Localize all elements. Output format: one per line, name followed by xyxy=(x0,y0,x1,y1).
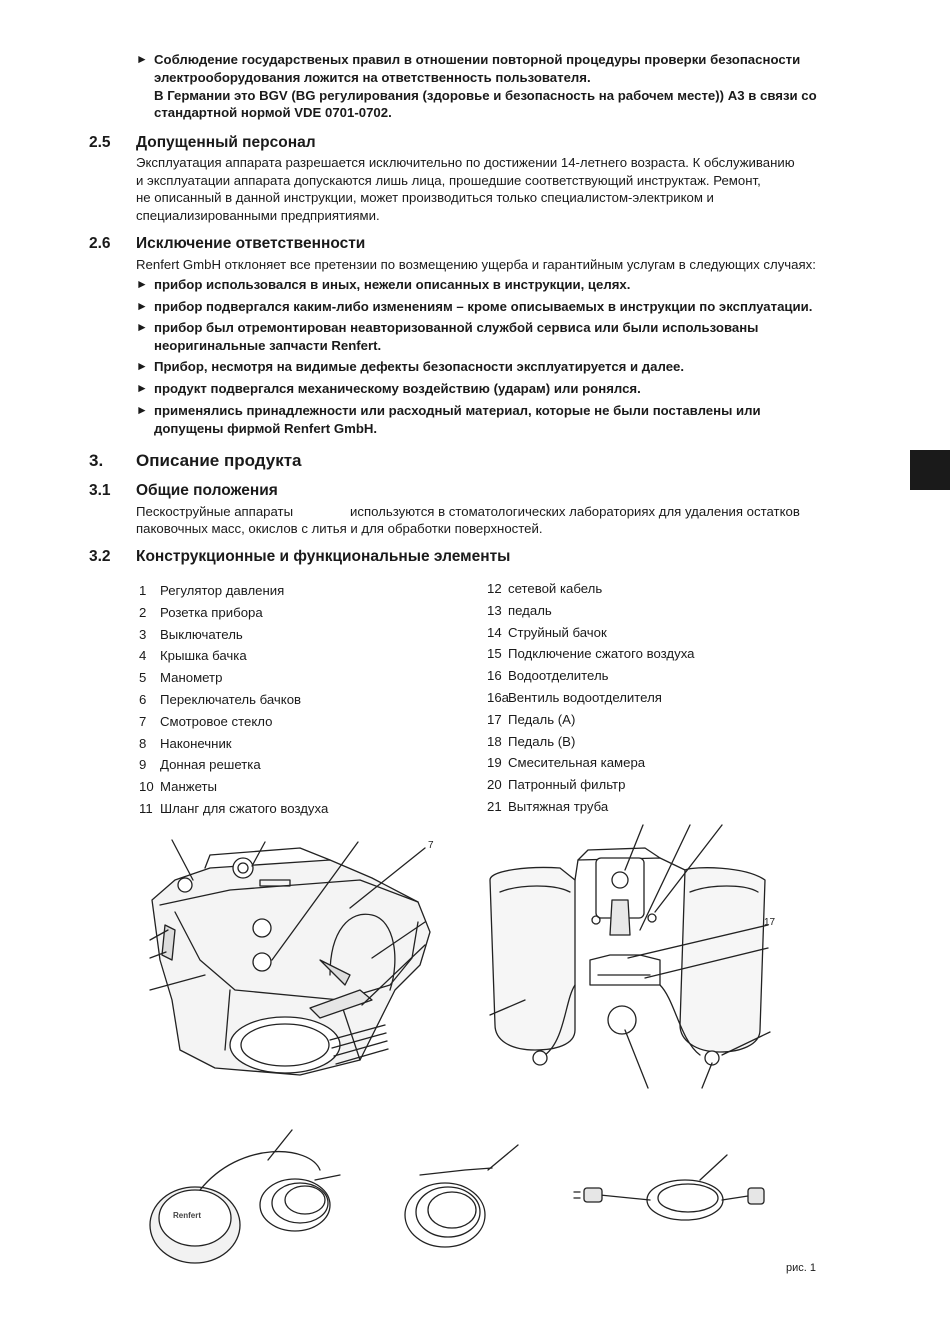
section-title: Общие положения xyxy=(136,482,278,499)
list-item: прибор использовался в иных, нежели описанных в инструкции, целях. xyxy=(154,277,631,292)
component-number: 10 xyxy=(139,779,154,795)
list-item: прибор подвергался каким-либо изменениям – кроме описываемых в инструкции по эксплуатации. xyxy=(154,299,813,314)
component-label: Смесительная камера xyxy=(508,755,646,771)
figure-caption: рис. 1 xyxy=(786,1262,816,1274)
component-label: Патронный фильтр xyxy=(508,777,626,793)
bullet-triangle-icon: ► xyxy=(136,403,148,417)
air-hose-drawing xyxy=(405,1145,518,1247)
component-number: 3 xyxy=(139,626,147,642)
section-title: Исключение ответственности xyxy=(136,235,366,252)
component-number: 4 xyxy=(139,648,147,664)
component-number: 21 xyxy=(487,799,502,814)
section-number: 3.1 xyxy=(89,482,111,499)
component-label: Вытяжная труба xyxy=(508,799,609,814)
component-label: Педаль (A) xyxy=(508,711,576,727)
paragraph-line: Пескоструйные аппараты xyxy=(136,504,294,519)
section-number: 3. xyxy=(89,451,104,470)
paragraph-line: не описанный в данной инструкции, может производиться только специалистом-электриком и xyxy=(136,190,714,205)
component-number: 19 xyxy=(487,755,502,771)
component-label: Переключатель бачков xyxy=(160,692,302,707)
component-label: педаль xyxy=(508,602,552,618)
component-number: 17 xyxy=(487,711,502,727)
warning-line-1: Соблюдение государственых правил в отношении повторной процедуры проверки безопасности xyxy=(154,52,801,67)
paragraph-line: Renfert GmbH отклоняет все претензии по возмещению ущерба и гарантийным услугам в следующих случаях: xyxy=(136,257,816,272)
list-item-continuation: допущены фирмой Renfert GmbH. xyxy=(154,421,378,436)
callout-label-17: 17 xyxy=(764,917,776,928)
component-number: 8 xyxy=(139,735,147,751)
component-number: 7 xyxy=(139,713,147,729)
warning-line-4: стандартной нормой VDE 0701-0702. xyxy=(154,105,392,120)
component-label: Манжеты xyxy=(160,779,217,795)
paragraph-line: Эксплуатация аппарата разрешается исключительно по достижении 14-летнего возраста. К обслуживанию xyxy=(136,155,795,170)
component-label: Водоотделитель xyxy=(508,668,609,684)
section-number: 2.6 xyxy=(89,235,111,252)
sandblaster-rear-drawing xyxy=(490,848,765,1065)
component-label: Регулятор давления xyxy=(160,583,285,598)
component-label: Смотровое стекло xyxy=(160,713,273,729)
component-label: Педаль (B) xyxy=(508,733,576,749)
list-item: применялись принадлежности или расходный материал, которые не были поставлены или xyxy=(154,403,761,418)
component-label: Наконечник xyxy=(160,735,232,751)
section-number: 2.5 xyxy=(89,134,111,151)
component-number: 14 xyxy=(487,624,502,640)
list-item: Прибор, несмотря на видимые дефекты безопасности эксплуатируется и далее. xyxy=(154,359,685,374)
bullet-triangle-icon: ► xyxy=(136,277,148,291)
component-number: 5 xyxy=(139,670,147,686)
component-label: Струйный бачок xyxy=(508,624,607,640)
bullet-triangle-icon: ► xyxy=(136,381,148,395)
bullet-triangle-icon: ► xyxy=(136,52,148,66)
paragraph-line: и эксплуатации аппарата допускаются лишь лица, прошедшие соответствующий инструктаж. Ремонт, xyxy=(136,173,761,188)
component-label: Крышка бачка xyxy=(160,648,247,664)
component-number: 18 xyxy=(487,733,502,749)
bullet-triangle-icon: ► xyxy=(136,359,148,373)
paragraph-line: специализированными предприятиями. xyxy=(136,208,380,223)
section-title: Допущенный персонал xyxy=(136,134,316,151)
paragraph-line: используются в стоматологических лабораториях для удаления остатков xyxy=(350,504,800,519)
power-cable-drawing xyxy=(574,1155,764,1220)
component-label: Выключатель xyxy=(160,626,243,642)
component-number: 16а xyxy=(487,690,510,705)
warning-line-2: электрооборудования ложится на ответственность пользователя. xyxy=(154,70,591,85)
section-number: 3.2 xyxy=(89,548,111,565)
list-item: прибор был отремонтирован неавторизованной службой сервиса или были использованы xyxy=(154,320,759,335)
section-title: Конструкционные и функциональные элементы xyxy=(136,548,511,565)
component-number: 2 xyxy=(139,604,147,620)
component-label: Манометр xyxy=(160,670,223,686)
bullet-triangle-icon: ► xyxy=(136,320,148,334)
component-number: 9 xyxy=(139,757,147,773)
language-tab-marker xyxy=(910,450,950,490)
paragraph-line: паковочных масс, окислов с литья и для обработки поверхностей. xyxy=(136,521,543,536)
component-number: 16 xyxy=(487,668,502,684)
component-number: 11 xyxy=(139,801,153,816)
component-label: Шланг для сжатого воздуха xyxy=(160,801,329,816)
component-number: 13 xyxy=(487,602,502,618)
bullet-triangle-icon: ► xyxy=(136,299,148,313)
component-number: 20 xyxy=(487,777,502,793)
warning-line-3: В Германии это BGV (BG регулирования (здоровье и безопасность на рабочем месте)) А3 в связи со xyxy=(154,88,817,103)
list-item-continuation: неоригинальные запчасти Renfert. xyxy=(154,338,382,353)
component-label: Розетка прибора xyxy=(160,604,263,620)
component-number: 15 xyxy=(487,646,502,662)
pedal-logo-text: Renfert xyxy=(173,1211,202,1220)
component-number: 6 xyxy=(139,692,147,707)
list-item: продукт подвергался механическому воздействию (ударам) или ронялся. xyxy=(154,381,641,396)
component-label: Вентиль водоотделителя xyxy=(508,690,662,705)
component-number: 1 xyxy=(139,583,147,598)
component-number: 12 xyxy=(487,581,502,596)
callout-label-7: 7 xyxy=(428,840,434,851)
component-label: Донная решетка xyxy=(160,757,261,773)
figure-1-illustration xyxy=(0,820,950,1290)
component-label: сетевой кабель xyxy=(508,581,603,596)
foot-pedal-drawing xyxy=(150,1130,340,1263)
component-label: Подключение сжатого воздуха xyxy=(508,646,695,662)
section-title: Описание продукта xyxy=(136,451,302,470)
sandblaster-cabinet-drawing xyxy=(152,848,430,1075)
